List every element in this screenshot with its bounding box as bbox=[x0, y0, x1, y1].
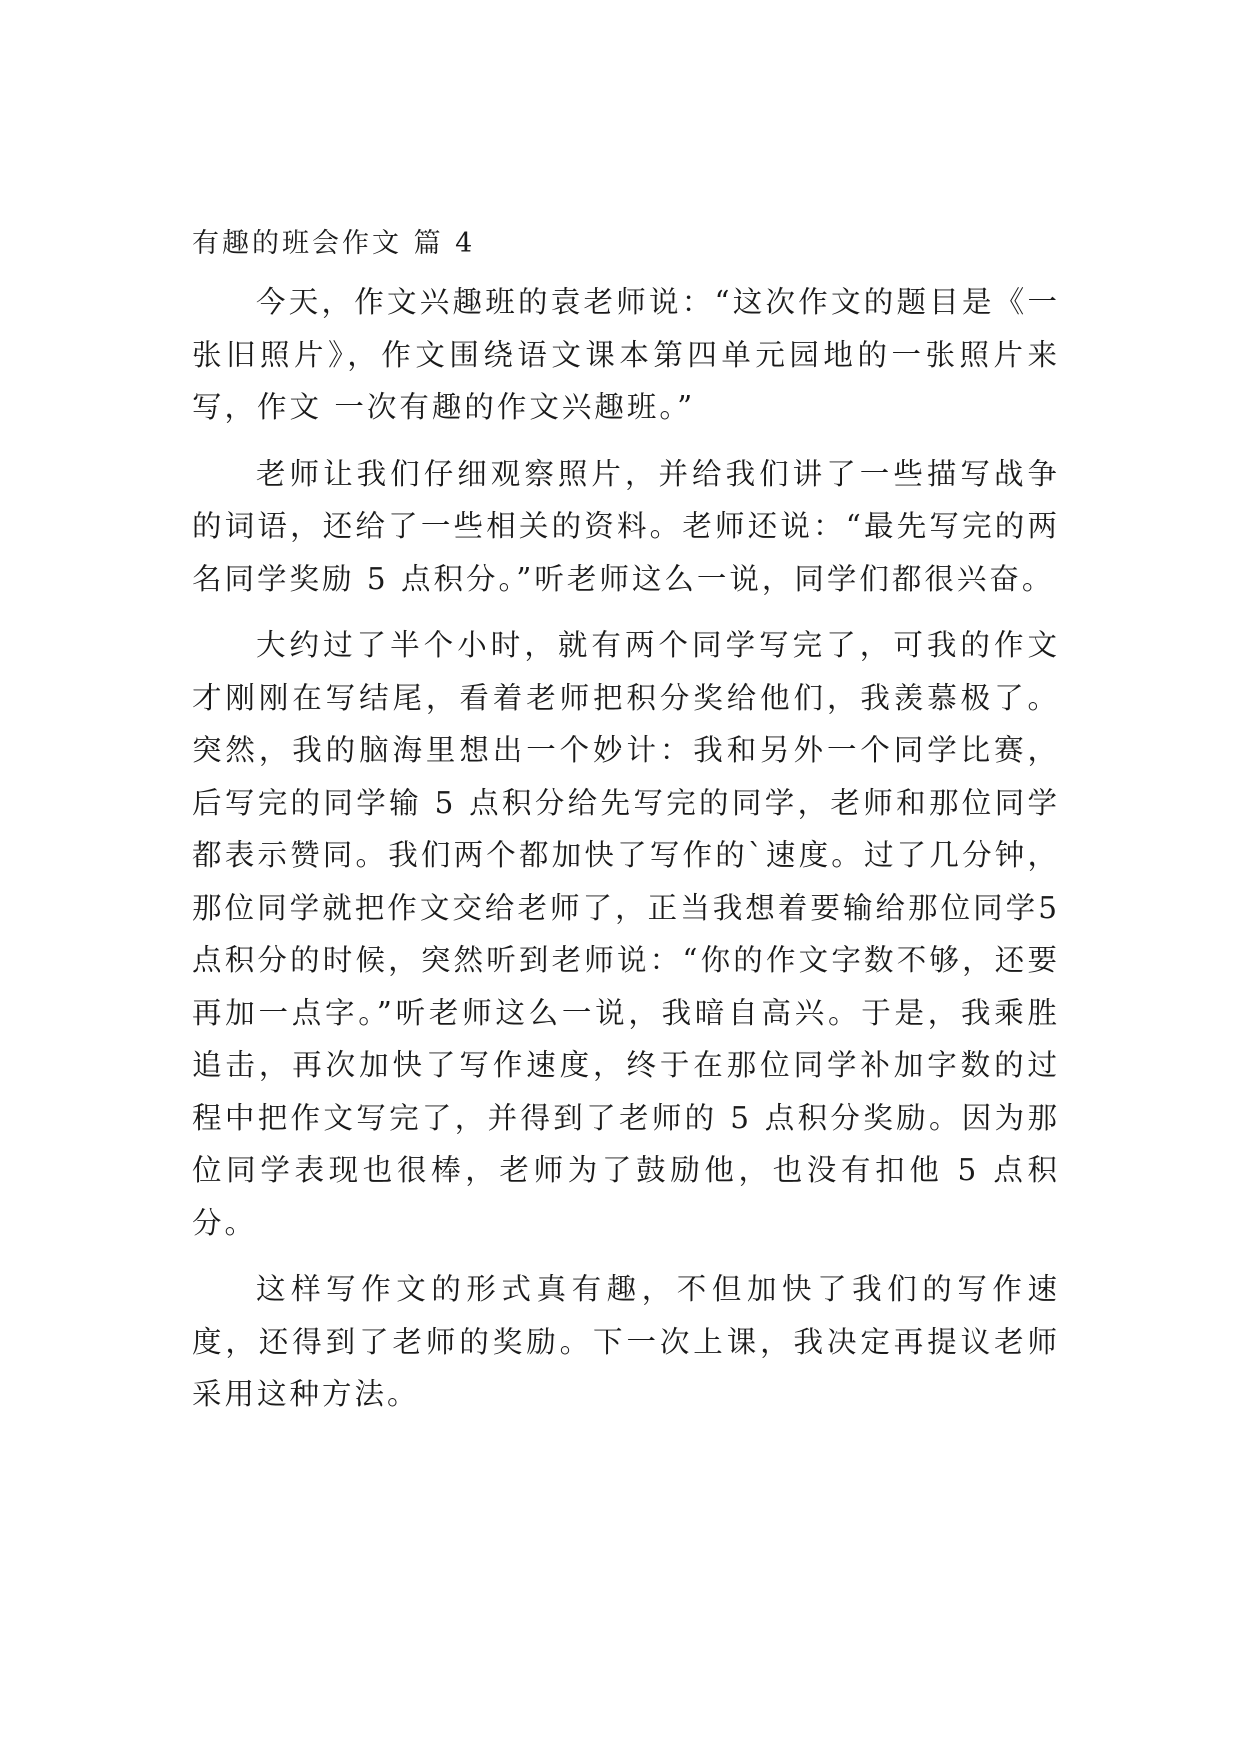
document-page bbox=[192, 222, 1060, 1435]
document-title: 有趣的班会作文 篇 4 bbox=[192, 228, 476, 259]
paragraph-4: 这样写作文的形式真有趣，不但加快了我们的写作速度，还得到了老师的奖励。下一次上课，我决定再提议老师采用这种方法。 bbox=[192, 1272, 1060, 1411]
paragraph-2: 老师让我们仔细观察照片，并给我们讲了一些描写战争的词语，还给了一些相关的资料。老师还说：“最先写完的两名同学奖励 5 点积分。”听老师这么一说，同学们都很兴奋。 bbox=[192, 456, 1060, 596]
paragraph-3: 大约过了半个小时，就有两个同学写完了，可我的作文才刚刚在写结尾，看着老师把积分奖给他们，我羡慕极了。突然，我的脑海里想出一个妙计：我和另外一个同学比赛，后写完的同学输 5 点积分给先写完的同学，老师和那位同学都表示赞同。我们两个都加快了写作的`速度。过了几分钟，那位同学就把作文交给老师了，正当我想着要输给那位同学5 点积分的时候，突然听到老师说：“你的作文字数不够，还要再加一点字。”听老师这么一说，我暗自高兴。于是，我乘胜追击，再次加快了写作速度，终于在那位同学补加字数的过程中把作文写完了，并得到了老师的 5 点积分奖励。因为那位同学表现也很棒，老师为了鼓励他，也没有扣他 5 点积分。 bbox=[192, 628, 1060, 1240]
paragraph-1: 今天，作文兴趣班的袁老师说：“这次作文的题目是《一张旧照片》，作文围绕语文课本第四单元园地的一张照片来写，作文 一次有趣的作文兴趣班。” bbox=[192, 285, 1060, 424]
